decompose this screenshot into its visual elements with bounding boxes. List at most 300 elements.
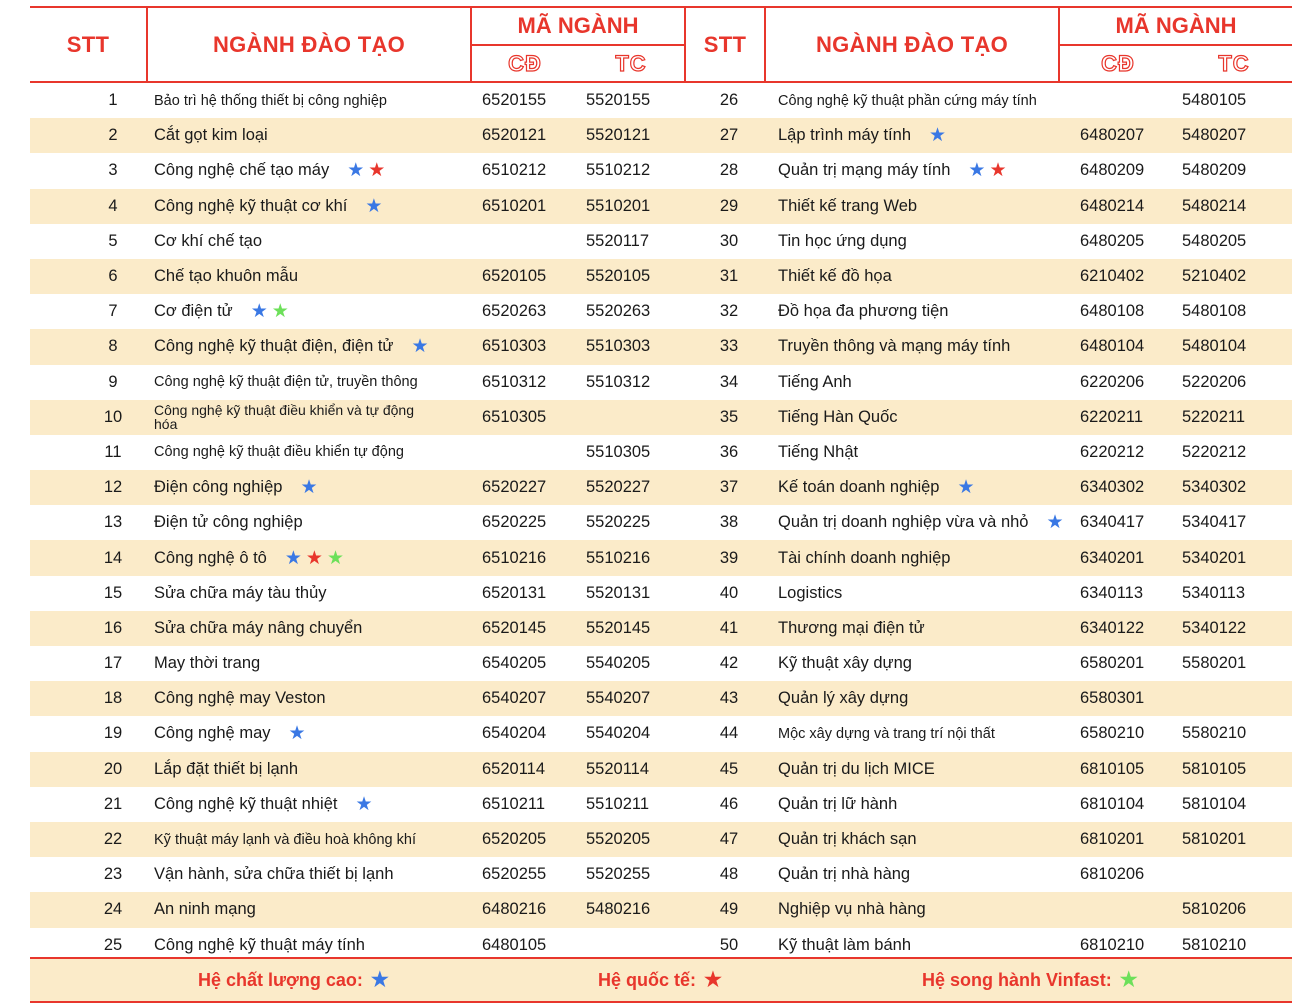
cd-code	[1080, 892, 1170, 927]
cd-code	[1080, 576, 1170, 611]
cd-code	[1080, 857, 1170, 892]
row-number	[702, 611, 756, 646]
row-number-text: 2	[108, 126, 118, 145]
cd-code-text: 6480209	[1080, 161, 1145, 180]
program-name	[154, 752, 298, 787]
blue-star-icon: ★	[411, 336, 429, 358]
program-name	[778, 822, 917, 857]
tc-code-text: 5520145	[586, 618, 651, 637]
cd-code	[482, 294, 572, 329]
row-number	[86, 153, 140, 188]
row-number	[702, 118, 756, 153]
program-name-text: Tiếng Nhật	[778, 442, 859, 461]
blue-star-icon: ★	[957, 477, 975, 499]
header-cd-right: CĐ	[1101, 51, 1135, 76]
row-number	[86, 505, 140, 540]
row-number-text: 40	[719, 583, 739, 602]
cd-code-text: 6510305	[482, 407, 547, 426]
cd-code	[1080, 294, 1170, 329]
cd-code-text: 6520225	[482, 513, 547, 532]
row-number-text: 29	[719, 196, 739, 215]
cd-code-text: 6540207	[482, 689, 547, 708]
program-name-text: Truyền thông và mạng máy tính	[778, 337, 1011, 356]
cd-code	[1080, 365, 1170, 400]
blue-star-icon: ★	[968, 160, 986, 182]
program-name	[154, 787, 373, 822]
table-body	[30, 83, 1292, 963]
cd-code	[482, 892, 572, 927]
row-number-text: 30	[719, 231, 739, 250]
program-name	[778, 752, 935, 787]
tc-code	[1182, 329, 1272, 364]
table-row	[30, 646, 1292, 681]
tc-code-text: 5540204	[586, 724, 651, 743]
row-number-text: 24	[103, 900, 123, 919]
tc-code	[586, 294, 676, 329]
tc-code-text: 5510201	[586, 196, 651, 215]
cd-code	[482, 611, 572, 646]
blue-star-icon: ★	[300, 477, 318, 499]
tc-code	[1182, 259, 1272, 294]
tc-code	[1182, 576, 1272, 611]
header-program-right: NGÀNH ĐÀO TẠO	[815, 31, 1009, 57]
program-name-text: Công nghệ ô tô	[154, 548, 267, 567]
tc-code-text: 5520117	[586, 231, 650, 250]
tc-code-text: 5510305	[586, 442, 651, 461]
row-number	[86, 540, 140, 575]
program-name	[778, 716, 995, 751]
program-name	[778, 611, 925, 646]
cd-code-text: 6510312	[482, 372, 547, 391]
cd-code	[1080, 505, 1170, 540]
row-number	[86, 224, 140, 259]
program-name	[154, 435, 404, 470]
cd-code-text: 6510201	[482, 196, 547, 215]
tc-code	[1182, 294, 1272, 329]
program-name	[154, 189, 382, 224]
row-number	[86, 470, 140, 505]
row-number-text: 42	[719, 654, 739, 673]
row-number	[86, 365, 140, 400]
tc-code-text: 5520121	[586, 126, 651, 145]
program-name-text: Quản trị nhà hàng	[778, 865, 911, 884]
row-number	[86, 752, 140, 787]
program-name-text: Tiếng Hàn Quốc	[778, 407, 898, 426]
header-stt-right: STT	[703, 31, 747, 57]
cd-code	[1080, 118, 1170, 153]
program-name	[154, 822, 416, 857]
program-name	[154, 892, 256, 927]
row-number	[702, 681, 756, 716]
program-name	[778, 505, 1064, 540]
program-name-text: Quản lý xây dựng	[778, 689, 909, 708]
cd-code	[482, 470, 572, 505]
cd-code-text: 6520205	[482, 830, 547, 849]
program-name	[154, 259, 298, 294]
cd-code	[482, 681, 572, 716]
row-number	[702, 435, 756, 470]
row-number-text: 47	[719, 830, 739, 849]
program-name-text: Công nghệ may Veston	[154, 689, 326, 708]
program-name	[778, 435, 858, 470]
tc-code	[1182, 83, 1272, 118]
row-number	[702, 857, 756, 892]
program-name	[778, 470, 975, 505]
cd-code	[1080, 540, 1170, 575]
tc-code-text: 5540207	[586, 689, 651, 708]
row-number-text: 26	[719, 91, 739, 110]
table-row	[30, 892, 1292, 927]
cd-code	[1080, 787, 1170, 822]
tc-code-text: 5520263	[586, 302, 651, 321]
legend-vinfast-label: Hệ song hành Vinfast:	[922, 969, 1112, 990]
row-number-text: 34	[719, 372, 739, 391]
cd-code-text: 6480216	[482, 900, 547, 919]
cd-code-text: 6520121	[482, 126, 547, 145]
row-number	[702, 505, 756, 540]
cd-code	[1080, 259, 1170, 294]
tc-code-text: 5580210	[1182, 724, 1247, 743]
tc-code	[586, 189, 676, 224]
row-number-text: 33	[719, 337, 739, 356]
cd-code-text: 6480214	[1080, 196, 1145, 215]
program-name	[154, 329, 429, 364]
cd-code	[1080, 822, 1170, 857]
program-name	[778, 787, 897, 822]
program-name	[154, 83, 387, 118]
program-name	[778, 576, 842, 611]
cd-code-text: 6510211	[482, 794, 546, 813]
green-star-icon: ★	[271, 301, 289, 323]
tc-code-text: 5510216	[586, 548, 651, 567]
tc-code-text: 5220212	[1182, 442, 1247, 461]
cd-code-text: 6220212	[1080, 442, 1145, 461]
table-row	[30, 294, 1292, 329]
table-row	[30, 329, 1292, 364]
tc-code-text: 5810104	[1182, 794, 1247, 813]
program-name	[778, 540, 950, 575]
cd-code	[1080, 646, 1170, 681]
cd-code-text: 6520105	[482, 267, 547, 286]
program-name	[154, 224, 262, 259]
program-name-text: Tài chính doanh nghiệp	[778, 548, 951, 567]
table-row	[30, 259, 1292, 294]
tc-code	[1182, 857, 1272, 892]
row-number-text: 6	[108, 267, 118, 286]
cd-code	[1080, 224, 1170, 259]
program-name-text: Công nghệ kỹ thuật máy tính	[154, 935, 365, 954]
program-name	[154, 611, 362, 646]
program-name-text: Nghiệp vụ nhà hàng	[778, 900, 926, 919]
row-number-text: 25	[103, 935, 123, 954]
program-name	[154, 646, 260, 681]
blue-star-icon: ★	[347, 160, 365, 182]
tc-code	[586, 576, 676, 611]
program-name-text: Thương mại điện tử	[778, 618, 925, 637]
program-name-text: Quản trị lữ hành	[778, 794, 898, 813]
row-number-text: 27	[719, 126, 739, 145]
row-number	[86, 400, 140, 435]
program-name-text: Thiết kế trang Web	[778, 196, 918, 215]
tc-code	[1182, 822, 1272, 857]
row-number	[86, 329, 140, 364]
row-number-text: 7	[108, 302, 118, 321]
cd-code	[482, 752, 572, 787]
cd-code	[482, 505, 572, 540]
row-number	[702, 576, 756, 611]
table-row	[30, 505, 1292, 540]
tc-code	[1182, 189, 1272, 224]
table-row	[30, 435, 1292, 470]
tc-code	[1182, 892, 1272, 927]
tc-code-text: 5480108	[1182, 302, 1247, 321]
blue-star-icon: ★	[355, 793, 373, 815]
tc-code-text: 5520255	[586, 865, 651, 884]
program-name-text: Quản trị khách sạn	[778, 830, 917, 849]
cd-code-text: 6520155	[482, 91, 547, 110]
row-number-text: 10	[103, 407, 123, 426]
tc-code-text: 5810105	[1182, 759, 1247, 778]
row-number	[702, 822, 756, 857]
cd-code-text: 6480105	[482, 935, 547, 954]
row-number-text: 11	[104, 442, 122, 461]
row-number-text: 1	[108, 91, 118, 110]
program-name	[154, 118, 268, 153]
program-name-text: Điện công nghiệp	[154, 478, 283, 497]
cd-code	[482, 259, 572, 294]
green-star-icon: ★	[1119, 969, 1138, 991]
program-name-text: Sửa chữa máy nâng chuyển	[154, 618, 363, 637]
row-number	[702, 365, 756, 400]
tc-code	[1182, 787, 1272, 822]
row-number	[86, 681, 140, 716]
row-number-text: 41	[719, 618, 739, 637]
program-name-text: Thiết kế đồ họa	[778, 267, 892, 286]
row-number-text: 3	[108, 161, 118, 180]
tc-code-text: 5340122	[1182, 618, 1247, 637]
tc-code	[586, 224, 676, 259]
tc-code-text: 5480214	[1182, 196, 1247, 215]
row-number	[702, 646, 756, 681]
row-number	[702, 329, 756, 364]
tc-code-text: 5540205	[586, 654, 651, 673]
table-row	[30, 224, 1292, 259]
tc-code	[586, 400, 676, 435]
cd-code-text: 6340302	[1080, 478, 1145, 497]
tc-code	[586, 365, 676, 400]
tc-code-text: 5510211	[586, 794, 650, 813]
legend-international	[598, 959, 722, 1001]
row-number	[86, 576, 140, 611]
program-name-text: Vận hành, sửa chữa thiết bị lạnh	[154, 865, 394, 884]
row-number	[86, 118, 140, 153]
row-number	[702, 153, 756, 188]
program-name-text: Công nghệ kỹ thuật điện tử, truyền thông	[154, 374, 418, 391]
table-header	[30, 6, 1292, 83]
tc-code-text: 5340302	[1182, 478, 1247, 497]
cd-code-text: 6540205	[482, 654, 547, 673]
program-name-text: Tiếng Anh	[778, 372, 852, 391]
cd-code	[482, 435, 572, 470]
table-row	[30, 716, 1292, 751]
program-name	[778, 400, 898, 435]
cd-code	[482, 716, 572, 751]
tc-code	[586, 435, 676, 470]
row-number-text: 12	[103, 478, 123, 497]
cd-code	[482, 83, 572, 118]
row-number-text: 8	[108, 337, 118, 356]
table-row	[30, 822, 1292, 857]
red-star-icon: ★	[368, 160, 386, 182]
tc-code	[1182, 681, 1272, 716]
row-number	[702, 540, 756, 575]
row-number-text: 48	[719, 865, 739, 884]
cd-code-text: 6510212	[482, 161, 547, 180]
program-name-text: Công nghệ kỹ thuật nhiệt	[154, 794, 338, 813]
cd-code-text: 6580201	[1080, 654, 1145, 673]
cd-code-text: 6810105	[1080, 759, 1145, 778]
row-number-text: 39	[719, 548, 739, 567]
row-number	[702, 787, 756, 822]
row-number-text: 16	[103, 618, 123, 637]
row-number-text: 45	[719, 759, 739, 778]
cd-code-text: 6340417	[1080, 513, 1145, 532]
tc-code-text: 5810210	[1182, 935, 1247, 954]
program-name-text: Quản trị mạng máy tính	[778, 161, 951, 180]
cd-code	[482, 153, 572, 188]
tc-code-text: 5220206	[1182, 372, 1247, 391]
tc-code-text: 5520155	[586, 91, 651, 110]
header-code-group-right: MÃ NGÀNH	[1115, 13, 1237, 38]
cd-code	[1080, 189, 1170, 224]
row-number	[702, 892, 756, 927]
tc-code	[586, 505, 676, 540]
table-row	[30, 576, 1292, 611]
row-number-text: 23	[103, 865, 123, 884]
cd-code-text: 6210402	[1080, 267, 1145, 286]
row-number-text: 28	[719, 161, 739, 180]
table-row	[30, 189, 1292, 224]
program-name-text: Kế toán doanh nghiệp	[778, 478, 940, 497]
cd-code	[482, 822, 572, 857]
program-name-text: Quản trị doanh nghiệp vừa và nhỏ	[778, 513, 1029, 532]
blue-star-icon: ★	[365, 195, 383, 217]
row-number-text: 32	[719, 302, 739, 321]
cd-code-text: 6520114	[482, 759, 546, 778]
cd-code	[1080, 716, 1170, 751]
cd-code-text: 6580301	[1080, 689, 1145, 708]
red-star-icon: ★	[305, 547, 323, 569]
program-name	[778, 681, 908, 716]
program-name	[778, 294, 949, 329]
row-number-text: 43	[719, 689, 739, 708]
program-name	[778, 892, 926, 927]
row-number-text: 35	[719, 407, 739, 426]
tc-code-text: 5580201	[1182, 654, 1247, 673]
program-name	[154, 716, 306, 751]
tc-code	[586, 857, 676, 892]
cd-code-text: 6220206	[1080, 372, 1145, 391]
green-star-icon: ★	[326, 547, 344, 569]
header-program-left: NGÀNH ĐÀO TẠO	[212, 31, 406, 57]
program-name-text: Cơ điện tử	[154, 302, 233, 321]
row-number	[86, 611, 140, 646]
program-name	[154, 365, 418, 400]
cd-code	[1080, 435, 1170, 470]
tc-code	[586, 646, 676, 681]
header-tc-right: TC	[1218, 51, 1250, 76]
header-tc-left: TC	[615, 51, 647, 76]
row-number	[702, 189, 756, 224]
cd-code-text: 6340122	[1080, 618, 1145, 637]
table-row	[30, 857, 1292, 892]
row-number-text: 49	[719, 900, 739, 919]
cd-code	[482, 540, 572, 575]
program-name	[778, 365, 852, 400]
program-name-text: Đồ họa đa phương tiện	[778, 302, 949, 321]
row-number-text: 5	[108, 231, 118, 250]
tc-code-text: 5810201	[1182, 830, 1247, 849]
table-row	[30, 365, 1292, 400]
header-cd-left: CĐ	[508, 51, 542, 76]
row-number-text: 36	[719, 442, 739, 461]
cd-code	[482, 400, 572, 435]
cd-code-text: 6810210	[1080, 935, 1145, 954]
tc-code-text: 5520105	[586, 267, 651, 286]
tc-code	[1182, 435, 1272, 470]
cd-code	[1080, 611, 1170, 646]
program-name	[154, 540, 344, 575]
table-row	[30, 611, 1292, 646]
legend	[30, 957, 1292, 1003]
blue-star-icon: ★	[1046, 512, 1064, 534]
cd-code-text: 6480205	[1080, 231, 1145, 250]
cd-code-text: 6480207	[1080, 126, 1145, 145]
program-name	[154, 857, 394, 892]
program-name-text: Công nghệ chế tạo máy	[154, 161, 330, 180]
cd-code	[482, 118, 572, 153]
program-name	[778, 118, 946, 153]
program-name-text: Lập trình máy tính	[778, 126, 911, 145]
program-name-text: An ninh mạng	[154, 900, 256, 919]
row-number-text: 44	[719, 724, 739, 743]
legend-international-label: Hệ quốc tế:	[598, 969, 697, 990]
tc-code-text: 5520114	[586, 759, 650, 778]
cd-code-text: 6520263	[482, 302, 547, 321]
program-name	[778, 153, 1007, 188]
tc-code-text: 5520227	[586, 478, 651, 497]
program-name	[778, 189, 917, 224]
blue-star-icon: ★	[284, 547, 302, 569]
cd-code	[1080, 329, 1170, 364]
program-name-text: Công nghệ kỹ thuật cơ khí	[154, 196, 348, 215]
tc-code	[586, 540, 676, 575]
table-row	[30, 400, 1292, 435]
tc-code-text: 5480216	[586, 900, 651, 919]
program-name-text: Bảo trì hệ thống thiết bị công nghiệp	[154, 92, 387, 109]
program-name-text: Quản trị du lịch MICE	[778, 759, 935, 778]
tc-code	[586, 681, 676, 716]
row-number-text: 38	[719, 513, 739, 532]
row-number	[702, 224, 756, 259]
red-star-icon: ★	[704, 969, 722, 991]
table-row	[30, 118, 1292, 153]
program-name-text: Chế tạo khuôn mẫu	[154, 267, 299, 286]
program-name-text: Công nghệ kỹ thuật điều khiển và tự động hóa	[154, 402, 414, 433]
program-name	[778, 857, 910, 892]
cd-code-text: 6580210	[1080, 724, 1145, 743]
program-name-text: May thời trang	[154, 654, 261, 673]
